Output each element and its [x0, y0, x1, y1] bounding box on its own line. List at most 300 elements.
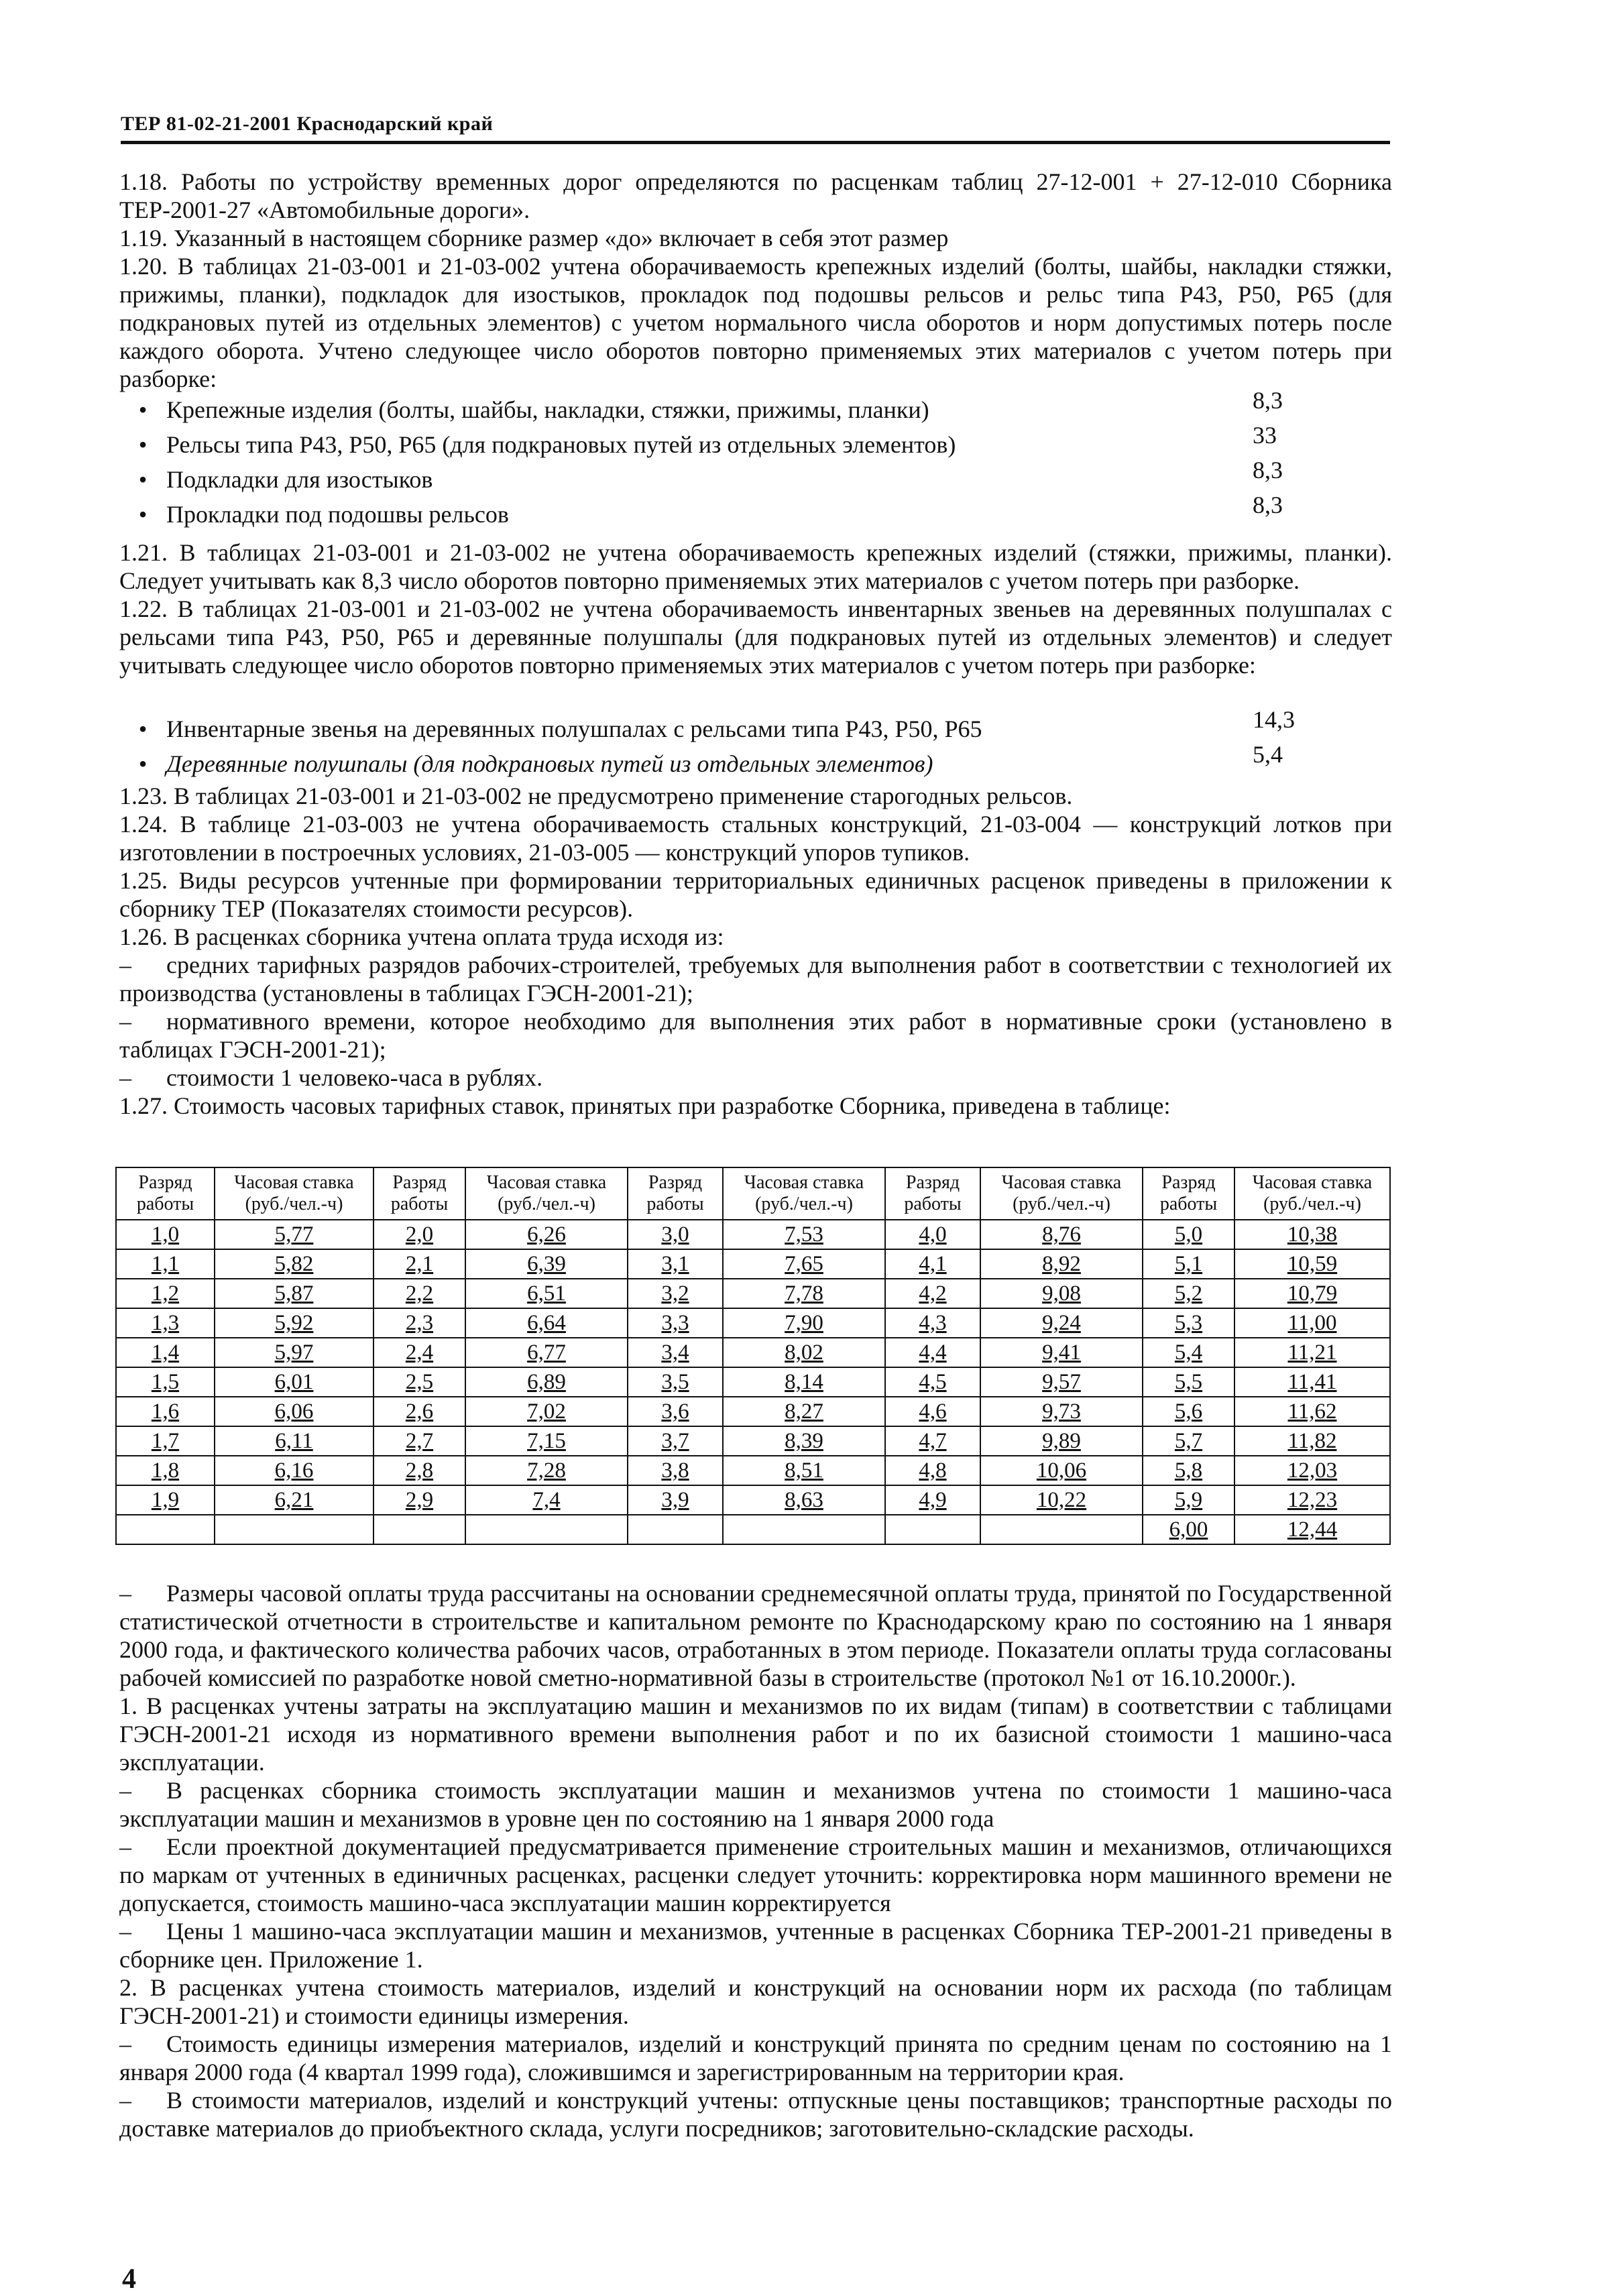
dash-mark: – — [119, 1777, 131, 1804]
rank-cell — [1143, 1308, 1234, 1338]
paragraph-text: В расценках сборника стоимость эксплуатации машин и механизмов учтена по стоимости 1 машино-часа эксплуатации машин и механизмов в уровне цен по состоянию на 1 января 2000 года — [119, 1777, 1392, 1832]
header-title: ТЕР 81-02-21-2001 Краснодарский край — [121, 113, 494, 135]
rank-cell — [885, 1367, 980, 1397]
rank-cell — [885, 1426, 980, 1456]
rate-cell — [465, 1367, 628, 1397]
header-rank: Разряд работы — [116, 1167, 215, 1220]
rate-cell — [723, 1397, 885, 1426]
rate-cell — [215, 1249, 373, 1279]
rate-cell — [1234, 1456, 1390, 1485]
cell-value: 5,6 — [1174, 1399, 1203, 1424]
page-number: 4 — [122, 2264, 136, 2295]
rank-cell — [1143, 1249, 1234, 1279]
rate-cell — [215, 1308, 373, 1338]
table-row — [116, 1308, 1390, 1338]
cell-value: 5,97 — [274, 1340, 314, 1365]
cell-value: 4,8 — [919, 1458, 947, 1483]
bullet-mark: • — [138, 501, 148, 528]
para-1-23: 1.23. В таблицах 21-03-001 и 21-03-002 не предусмотрено применение старогодных рельсов. — [119, 783, 1073, 809]
cell-value: 1,8 — [151, 1458, 180, 1483]
cell-value: 5,1 — [1174, 1252, 1203, 1276]
dash-mark: – — [119, 1008, 131, 1035]
rank-cell — [628, 1220, 723, 1249]
rate-cell — [723, 1367, 885, 1397]
paragraph-text: 2. В расценках учтена стоимость материалов, изделий и конструкций на основании норм их расхода (по таблицам ГЭСН-2001-21) и стоимости единицы измерения. — [119, 1974, 1392, 2029]
rank-cell — [1143, 1485, 1234, 1515]
rank-cell — [116, 1367, 215, 1397]
rate-cell — [980, 1338, 1143, 1367]
cell-value: 6,26 — [527, 1222, 566, 1247]
bullet-item — [119, 422, 1392, 465]
cell-value: 6,77 — [527, 1340, 566, 1365]
cell-value: 12,44 — [1287, 1517, 1338, 1542]
bullet-text: Инвентарные звенья на деревянных полушпалах с рельсами типа Р43, Р50, Р65 — [166, 715, 982, 742]
rate-cell — [723, 1456, 885, 1485]
hourly-rates-table — [115, 1167, 1391, 1545]
table-row — [116, 1367, 1390, 1397]
rate-cell — [215, 1279, 373, 1308]
rate-cell — [723, 1279, 885, 1308]
rate-cell — [1234, 1397, 1390, 1426]
cell-value: 2,3 — [405, 1311, 434, 1335]
rate-cell — [465, 1426, 628, 1456]
section-bottom — [119, 1579, 1392, 2142]
cell-value: 4,7 — [919, 1429, 947, 1453]
cell-value: 9,89 — [1042, 1429, 1081, 1453]
table-row — [116, 1485, 1390, 1515]
bullet-list-2 — [119, 706, 1392, 785]
table-row — [116, 1279, 1390, 1308]
cell-value: 5,2 — [1174, 1281, 1203, 1306]
rate-cell — [980, 1515, 1143, 1544]
rank-cell — [885, 1485, 980, 1515]
header-rate: Часовая ставка (руб./чел.-ч) — [1234, 1167, 1390, 1220]
cell-value: 1,5 — [151, 1370, 180, 1394]
rank-cell — [373, 1279, 465, 1308]
rate-cell — [1234, 1308, 1390, 1338]
bullet-item — [119, 387, 1392, 431]
dash-paragraph — [119, 1579, 1392, 1692]
dash-paragraph — [119, 2086, 1392, 2142]
bullet-mark: • — [138, 750, 148, 777]
bullet-value: 8,3 — [1253, 387, 1283, 414]
cell-value: 1,9 — [151, 1488, 180, 1512]
rank-cell — [1143, 1279, 1234, 1308]
cell-value: 3,5 — [661, 1370, 689, 1394]
cell-value: 8,02 — [785, 1340, 823, 1365]
rank-cell — [628, 1338, 723, 1367]
rank-cell — [1143, 1367, 1234, 1397]
bullet-mark: • — [138, 715, 148, 742]
table-header-row — [116, 1167, 1390, 1220]
rank-cell — [628, 1367, 723, 1397]
cell-value: 7,78 — [785, 1281, 823, 1306]
rate-cell — [980, 1249, 1143, 1279]
rank-cell — [116, 1515, 215, 1544]
rate-cell — [980, 1456, 1143, 1485]
rate-cell — [1234, 1426, 1390, 1456]
cell-value: 5,77 — [274, 1222, 314, 1247]
dash-paragraph — [119, 1917, 1392, 1973]
header-rank: Разряд работы — [885, 1167, 980, 1220]
dash-item — [119, 1007, 1392, 1064]
cell-value: 3,2 — [661, 1281, 689, 1306]
cell-value: 7,53 — [785, 1222, 823, 1247]
rank-cell — [373, 1308, 465, 1338]
bullet-value: 14,3 — [1253, 706, 1295, 733]
rank-cell — [628, 1249, 723, 1279]
cell-value: 10,38 — [1287, 1222, 1338, 1247]
rate-cell — [465, 1249, 628, 1279]
rank-cell — [116, 1338, 215, 1367]
rank-cell — [373, 1220, 465, 1249]
rate-cell — [980, 1220, 1143, 1249]
bullet-list-1 — [119, 387, 1392, 535]
rank-cell — [116, 1220, 215, 1249]
bullet-text: Рельсы типа Р43, Р50, Р65 (для подкрановых путей из отдельных элементов) — [166, 431, 956, 458]
rank-cell — [373, 1338, 465, 1367]
cell-value: 3,6 — [661, 1399, 689, 1424]
cell-value: 5,7 — [1174, 1429, 1203, 1453]
rank-cell — [373, 1397, 465, 1426]
rank-cell — [885, 1397, 980, 1426]
rank-cell — [1143, 1397, 1234, 1426]
cell-value: 5,82 — [274, 1252, 314, 1276]
cell-value: 11,41 — [1287, 1370, 1337, 1394]
cell-value: 1,0 — [151, 1222, 180, 1247]
cell-value: 2,1 — [405, 1252, 434, 1276]
cell-value: 9,24 — [1042, 1311, 1081, 1335]
cell-value: 8,76 — [1042, 1222, 1081, 1247]
cell-value: 9,41 — [1042, 1340, 1081, 1365]
page-header — [121, 113, 1395, 135]
cell-value: 5,8 — [1174, 1458, 1203, 1483]
cell-value: 6,00 — [1169, 1517, 1208, 1542]
rate-cell — [1234, 1338, 1390, 1367]
header-rank: Разряд работы — [373, 1167, 465, 1220]
rate-cell — [980, 1426, 1143, 1456]
dash-item — [119, 951, 1392, 1007]
rate-cell — [723, 1485, 885, 1515]
cell-value: 4,4 — [919, 1340, 947, 1365]
cell-value: 11,82 — [1287, 1429, 1337, 1453]
rate-cell — [215, 1426, 373, 1456]
cell-value: 2,8 — [405, 1458, 434, 1483]
rate-cell — [980, 1397, 1143, 1426]
dash-mark: – — [119, 2087, 131, 2114]
cell-value: 3,9 — [661, 1488, 689, 1512]
bullet-value: 33 — [1253, 422, 1277, 449]
rate-cell — [723, 1249, 885, 1279]
header-rule — [121, 141, 1390, 144]
rank-cell — [628, 1485, 723, 1515]
rate-cell — [215, 1397, 373, 1426]
rank-cell — [628, 1426, 723, 1456]
cell-value: 1,3 — [151, 1311, 180, 1335]
rank-cell — [628, 1308, 723, 1338]
cell-value: 6,89 — [527, 1370, 566, 1394]
cell-value: 9,08 — [1042, 1281, 1081, 1306]
cell-value: 10,59 — [1287, 1252, 1338, 1276]
para-1-18: 1.18. Работы по устройству временных дорог определяются по расценкам таблиц 27-12-001 + 27-12-010 Сборника ТЕР-2001-27 «Автомобильные дороги». — [119, 168, 1392, 223]
cell-value: 8,92 — [1042, 1252, 1081, 1276]
numbered-paragraph — [119, 1692, 1392, 1776]
rank-cell — [885, 1338, 980, 1367]
rank-cell — [628, 1397, 723, 1426]
paragraph-text: Если проектной документацией предусматривается применение строительных машин и механизмов, отличающихся по маркам от учтенных в единичных расценках, расценки следует уточнить: корректировка норм машинного времени не допускается, стоимость машино-часа эксплуатации машин корректируется — [119, 1833, 1392, 1916]
dash-mark: – — [119, 952, 131, 978]
rate-cell — [723, 1308, 885, 1338]
cell-value: 6,06 — [274, 1399, 314, 1424]
cell-value: 2,4 — [405, 1340, 434, 1365]
bullet-item — [119, 492, 1392, 535]
table-row — [116, 1397, 1390, 1426]
rank-cell — [885, 1456, 980, 1485]
rate-cell — [723, 1338, 885, 1367]
header-rank: Разряд работы — [628, 1167, 723, 1220]
cell-value: 5,92 — [274, 1311, 314, 1335]
rate-cell — [723, 1220, 885, 1249]
cell-value: 4,3 — [919, 1311, 947, 1335]
bullet-text: Крепежные изделия (болты, шайбы, накладки, стяжки, прижимы, планки) — [166, 396, 929, 423]
rank-cell — [116, 1249, 215, 1279]
cell-value: 7,4 — [532, 1488, 561, 1512]
para-1-22: 1.22. В таблицах 21-03-001 и 21-03-002 не учтена оборачиваемость инвентарных звеньев на деревянных полушпалах с рельсами типа Р43, Р50, Р65 и деревянные полушпалы (для подкрановых путей из отдельных элементов) и следует учитывать следующее число оборотов повторно применяемых этих материалов с учетом потерь при разборке: — [119, 595, 1392, 679]
rank-cell — [885, 1249, 980, 1279]
cell-value: 5,9 — [1174, 1488, 1203, 1512]
paragraph-text: Размеры часовой оплаты труда рассчитаны на основании среднемесячной оплаты труда, принятой по Государственной статистической отчетности в строительстве и капитальном ремонте по Краснодарскому краю по состоянию на 1 января 2000 года, и фактического количества рабочих часов, отработанных в этом периоде. Показатели оплаты труда согласованы рабочей комиссией по разработке новой сметно-нормативной базы в строительстве (протокол №1 от 16.10.2000г.). — [119, 1580, 1392, 1691]
rank-cell — [885, 1220, 980, 1249]
rank-cell — [1143, 1426, 1234, 1456]
table-row — [116, 1338, 1390, 1367]
dash-paragraph — [119, 2030, 1392, 2086]
rank-cell — [116, 1426, 215, 1456]
section-1-18-1-20 — [119, 168, 1392, 393]
cell-value: 7,90 — [785, 1311, 823, 1335]
dash-mark: – — [119, 1064, 131, 1091]
rank-cell — [885, 1279, 980, 1308]
cell-value: 2,7 — [405, 1429, 434, 1453]
rank-cell — [373, 1426, 465, 1456]
rate-cell — [980, 1485, 1143, 1515]
bullet-mark: • — [138, 431, 148, 458]
cell-value: 11,21 — [1287, 1340, 1337, 1365]
dash-paragraph — [119, 1776, 1392, 1833]
dash-mark: – — [119, 1918, 131, 1945]
header-rank: Разряд работы — [1143, 1167, 1234, 1220]
cell-value: 4,6 — [919, 1399, 947, 1424]
rate-cell — [980, 1279, 1143, 1308]
rank-cell — [1143, 1456, 1234, 1485]
rank-cell — [373, 1249, 465, 1279]
cell-value: 8,39 — [785, 1429, 823, 1453]
cell-value: 12,23 — [1287, 1488, 1338, 1512]
cell-value: 3,7 — [661, 1429, 689, 1453]
rate-cell — [465, 1279, 628, 1308]
cell-value: 2,6 — [405, 1399, 434, 1424]
rate-cell — [1234, 1249, 1390, 1279]
cell-value: 1,4 — [151, 1340, 180, 1365]
rank-cell — [1143, 1515, 1234, 1544]
rate-cell — [980, 1308, 1143, 1338]
dash-text: средних тарифных разрядов рабочих-строителей, требуемых для выполнения работ в соответствии с технологией их производства (установлены в таблицах ГЭСН-2001-21); — [119, 952, 1392, 1007]
rate-cell — [980, 1367, 1143, 1397]
rate-cell — [215, 1367, 373, 1397]
rate-cell — [215, 1456, 373, 1485]
cell-value: 7,28 — [527, 1458, 566, 1483]
bullet-value: 8,3 — [1253, 492, 1283, 518]
rank-cell — [1143, 1220, 1234, 1249]
cell-value: 5,87 — [274, 1281, 314, 1306]
bullet-mark: • — [138, 466, 148, 493]
header-rate: Часовая ставка (руб./чел.-ч) — [215, 1167, 373, 1220]
table-row — [116, 1456, 1390, 1485]
dash-text: стоимости 1 человеко-часа в рублях. — [166, 1064, 543, 1091]
rate-cell — [1234, 1367, 1390, 1397]
cell-value: 4,1 — [919, 1252, 947, 1276]
cell-value: 1,1 — [151, 1252, 180, 1276]
cell-value: 8,14 — [785, 1370, 823, 1394]
table-body — [116, 1220, 1390, 1544]
para-1-19: 1.19. Указанный в настоящем сборнике размер «до» включает в себя этот размер — [119, 225, 949, 251]
cell-value: 5,5 — [1174, 1370, 1203, 1394]
cell-value: 6,21 — [274, 1488, 314, 1512]
section-1-21-1-22 — [119, 538, 1392, 679]
cell-value: 9,57 — [1042, 1370, 1081, 1394]
paragraph-text: Цены 1 машино-часа эксплуатации машин и механизмов, учтенные в расценках Сборника ТЕР-2001-21 приведены в сборнике цен. Приложение 1. — [119, 1918, 1392, 1973]
rate-cell — [465, 1456, 628, 1485]
rate-cell — [215, 1338, 373, 1367]
cell-value: 7,65 — [785, 1252, 823, 1276]
cell-value: 11,62 — [1287, 1399, 1337, 1424]
cell-value: 10,79 — [1287, 1281, 1338, 1306]
rank-cell — [628, 1456, 723, 1485]
rank-cell — [116, 1456, 215, 1485]
header-rate: Часовая ставка (руб./чел.-ч) — [723, 1167, 885, 1220]
cell-value: 6,16 — [274, 1458, 314, 1483]
rate-cell — [215, 1515, 373, 1544]
cell-value: 3,8 — [661, 1458, 689, 1483]
rate-cell — [1234, 1279, 1390, 1308]
paragraph-text: В стоимости материалов, изделий и конструкций учтены: отпускные цены поставщиков; транспортные расходы по доставке материалов до приобъектного склада, услуги посредников; заготовительно-складские расходы. — [119, 2087, 1392, 2142]
dash-mark: – — [119, 1580, 131, 1607]
cell-value: 1,6 — [151, 1399, 180, 1424]
cell-value: 5,3 — [1174, 1311, 1203, 1335]
rank-cell — [116, 1397, 215, 1426]
table-row — [116, 1220, 1390, 1249]
rate-cell — [1234, 1485, 1390, 1515]
rate-cell — [215, 1220, 373, 1249]
rate-cell — [465, 1308, 628, 1338]
cell-value: 11,00 — [1287, 1311, 1337, 1335]
dash-text: нормативного времени, которое необходимо для выполнения этих работ в нормативные сроки (установлено в таблицах ГЭСН-2001-21); — [119, 1008, 1392, 1063]
cell-value: 4,0 — [919, 1222, 947, 1247]
cell-value: 4,5 — [919, 1370, 947, 1394]
bullet-text: Прокладки под подошвы рельсов — [166, 501, 509, 528]
numbered-paragraph — [119, 1973, 1392, 2030]
rate-cell — [465, 1397, 628, 1426]
cell-value: 2,5 — [405, 1370, 434, 1394]
dash-paragraph — [119, 1833, 1392, 1917]
para-1-27: 1.27. Стоимость часовых тарифных ставок, принятых при разработке Сборника, приведена в таблице: — [119, 1092, 1171, 1119]
cell-value: 6,39 — [527, 1252, 566, 1276]
rank-cell — [373, 1367, 465, 1397]
cell-value: 3,1 — [661, 1252, 689, 1276]
paragraph-text: Стоимость единицы измерения материалов, изделий и конструкций принята по средним ценам по состоянию на 1 января 2000 года (4 квартал 1999 года), сложившимся и зарегистрированным на территории края. — [119, 2030, 1392, 2085]
dash-mark: – — [119, 2030, 131, 2057]
bullet-value: 8,3 — [1253, 457, 1283, 483]
table-row — [116, 1426, 1390, 1456]
cell-value: 3,3 — [661, 1311, 689, 1335]
cell-value: 9,73 — [1042, 1399, 1081, 1424]
cell-value: 5,4 — [1174, 1340, 1203, 1365]
dash-mark: – — [119, 1833, 131, 1860]
bullet-item — [119, 706, 1392, 750]
rank-cell — [885, 1308, 980, 1338]
para-1-20: 1.20. В таблицах 21-03-001 и 21-03-002 учтена оборачиваемость крепежных изделий (болты, шайбы, накладки стяжки, прижимы, планки), подкладок для изостыков, прокладок под подошвы рельсов и рельс типа Р43, Р50, Р65 (для подкрановых путей из отдельных элементов) с учетом нормального числа оборотов и норм допустимых потерь после каждого оборота. Учтено следующее число оборотов повторно применяемых этих материалов с учетом потерь при разборке: — [119, 253, 1392, 392]
cell-value: 8,51 — [785, 1458, 823, 1483]
rank-cell — [373, 1485, 465, 1515]
paragraph-text: 1. В расценках учтены затраты на эксплуатацию машин и механизмов по их видам (типам) в соответствии с таблицами ГЭСН-2001-21 исходя из нормативного времени выполнения работ и по их базисной стоимости 1 машино-часа эксплуатации. — [119, 1692, 1392, 1776]
bullet-text: Деревянные полушпалы (для подкрановых путей из отдельных элементов) — [166, 750, 933, 777]
para-1-21: 1.21. В таблицах 21-03-001 и 21-03-002 не учтена оборачиваемость крепежных изделий (стяжки, прижимы, планки). Следует учитывать как 8,3 число оборотов повторно применяемых этих материалов с учетом потерь при разборке. — [119, 539, 1392, 594]
rate-cell — [465, 1338, 628, 1367]
rank-cell — [116, 1279, 215, 1308]
cell-value: 3,4 — [661, 1340, 689, 1365]
cell-value: 7,02 — [527, 1399, 566, 1424]
rate-cell — [465, 1485, 628, 1515]
cell-value: 6,51 — [527, 1281, 566, 1306]
rate-cell — [723, 1426, 885, 1456]
section-1-23-1-27 — [119, 782, 1392, 1120]
cell-value: 6,11 — [275, 1429, 313, 1453]
rank-cell — [1143, 1338, 1234, 1367]
cell-value: 8,27 — [785, 1399, 823, 1424]
cell-value: 7,15 — [527, 1429, 566, 1453]
header-rate: Часовая ставка (руб./чел.-ч) — [465, 1167, 628, 1220]
cell-value: 12,03 — [1287, 1458, 1338, 1483]
table-row — [116, 1249, 1390, 1279]
bullet-text: Подкладки для изостыков — [166, 466, 433, 493]
rate-cell — [465, 1220, 628, 1249]
rank-cell — [116, 1308, 215, 1338]
rate-cell — [215, 1485, 373, 1515]
rank-cell — [373, 1456, 465, 1485]
rank-cell — [885, 1515, 980, 1544]
para-1-24: 1.24. В таблице 21-03-003 не учтена оборачиваемость стальных конструкций, 21-03-004 — конструкций лотков при изготовлении в построечных условиях, 21-03-005 — конструкций упоров тупиков. — [119, 811, 1392, 866]
header-rate: Часовая ставка (руб./чел.-ч) — [980, 1167, 1143, 1220]
cell-value: 3,0 — [661, 1222, 689, 1247]
rank-cell — [628, 1515, 723, 1544]
cell-value: 2,2 — [405, 1281, 434, 1306]
rate-cell — [1234, 1515, 1390, 1544]
para-1-26: 1.26. В расценках сборника учтена оплата труда исходя из: — [119, 923, 724, 950]
cell-value: 10,06 — [1036, 1458, 1087, 1483]
rate-cell — [723, 1515, 885, 1544]
cell-value: 6,64 — [527, 1311, 566, 1335]
rank-cell — [373, 1515, 465, 1544]
cell-value: 10,22 — [1036, 1488, 1087, 1512]
cell-value: 6,01 — [274, 1370, 314, 1394]
bullet-mark: • — [138, 396, 148, 423]
bullet-value: 5,4 — [1253, 741, 1283, 768]
cell-value: 4,2 — [919, 1281, 947, 1306]
rate-cell — [1234, 1220, 1390, 1249]
bullet-item — [119, 741, 1392, 785]
cell-value: 5,0 — [1174, 1222, 1203, 1247]
rank-cell — [116, 1485, 215, 1515]
cell-value: 2,0 — [405, 1222, 434, 1247]
